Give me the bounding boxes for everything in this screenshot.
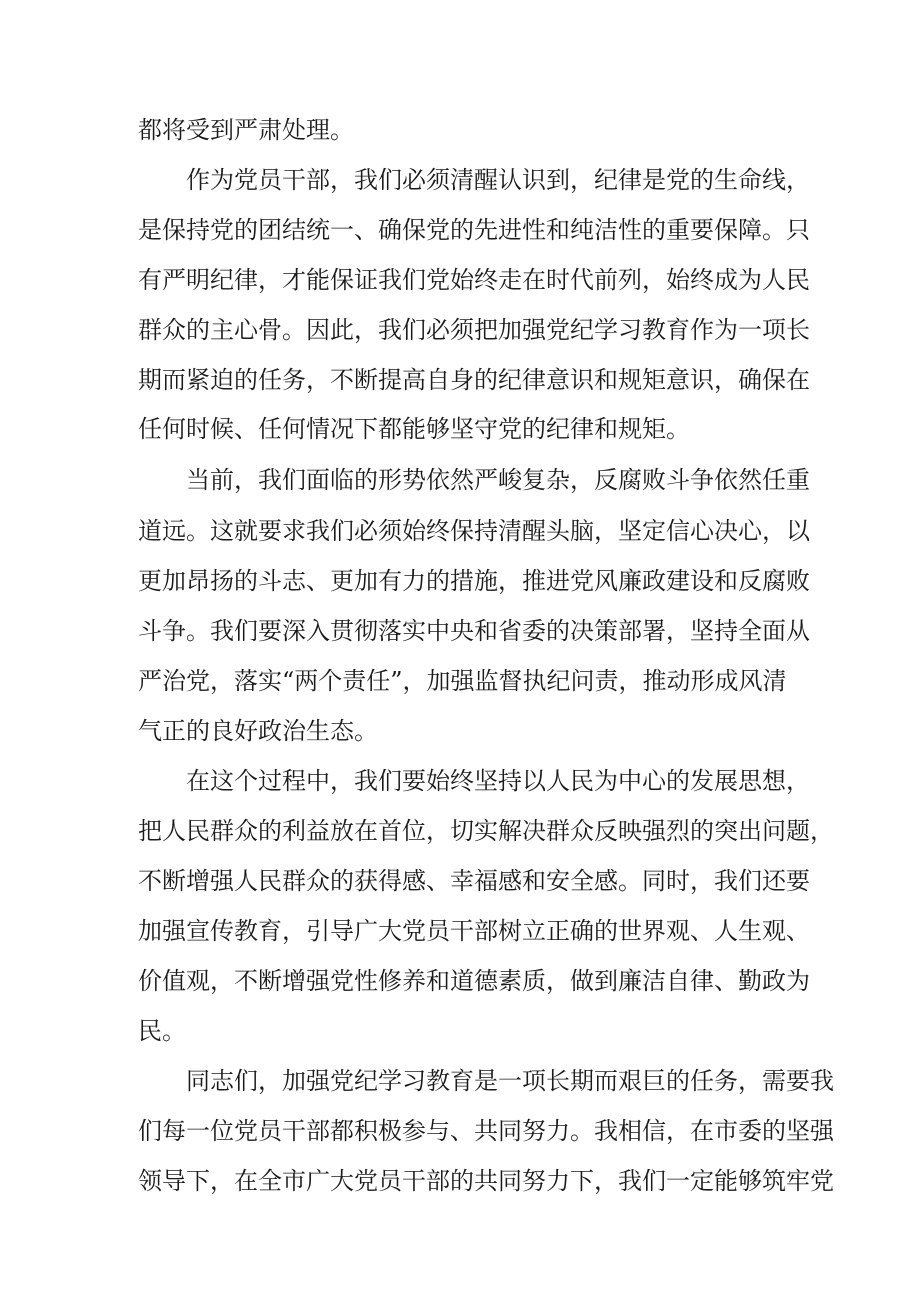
text-line: 严治党，落实“两个责任”，加强监督执纪问责，推动形成风清 xyxy=(138,667,787,695)
text-line: 气正的良好政治生态。 xyxy=(138,717,378,745)
text-line: 道远。这就要求我们必须始终保持清醒头脑，坚定信心决心，以 xyxy=(138,517,810,545)
text-line: 不断增强人民群众的获得感、幸福感和安全感。同时，我们还要 xyxy=(138,867,810,895)
text-line: 是保持党的团结统一、确保党的先进性和纯洁性的重要保障。只 xyxy=(138,216,810,244)
text-line: 作为党员干部，我们必须清醒认识到，纪律是党的生命线， xyxy=(186,166,810,194)
text-line: 群众的主心骨。因此，我们必须把加强党纪学习教育作为一项长 xyxy=(138,316,810,344)
text-line: 当前，我们面临的形势依然严峻复杂，反腐败斗争依然任重 xyxy=(186,466,810,494)
text-line: 更加昂扬的斗志、更加有力的措施，推进党风廉政建设和反腐败 xyxy=(138,567,810,595)
text-line: 都将受到严肃处理。 xyxy=(138,116,354,144)
text-line: 把人民群众的利益放在首位，切实解决群众反映强烈的突出问题， xyxy=(138,817,834,845)
text-line: 价值观，不断增强党性修养和道德素质，做到廉洁自律、勤政为 xyxy=(138,967,810,995)
text-line: 民。 xyxy=(138,1017,186,1045)
text-line: 斗争。我们要深入贯彻落实中央和省委的决策部署，坚持全面从 xyxy=(138,617,810,645)
text-line: 领导下，在全市广大党员干部的共同努力下，我们一定能够筑牢党 xyxy=(138,1167,834,1195)
text-line: 期而紧迫的任务，不断提高自身的纪律意识和规矩意识，确保在 xyxy=(138,366,810,394)
text-line: 们每一位党员干部都积极参与、共同努力。我相信，在市委的坚强 xyxy=(138,1117,834,1145)
text-line: 任何时候、任何情况下都能够坚守党的纪律和规矩。 xyxy=(138,415,690,443)
text-line: 同志们，加强党纪学习教育是一项长期而艰巨的任务，需要我 xyxy=(186,1067,834,1095)
text-line: 加强宣传教育，引导广大党员干部树立正确的世界观、人生观、 xyxy=(138,917,810,945)
text-line: 在这个过程中，我们要始终坚持以人民为中心的发展思想， xyxy=(186,767,810,795)
text-line: 有严明纪律，才能保证我们党始终走在时代前列，始终成为人民 xyxy=(138,266,810,294)
